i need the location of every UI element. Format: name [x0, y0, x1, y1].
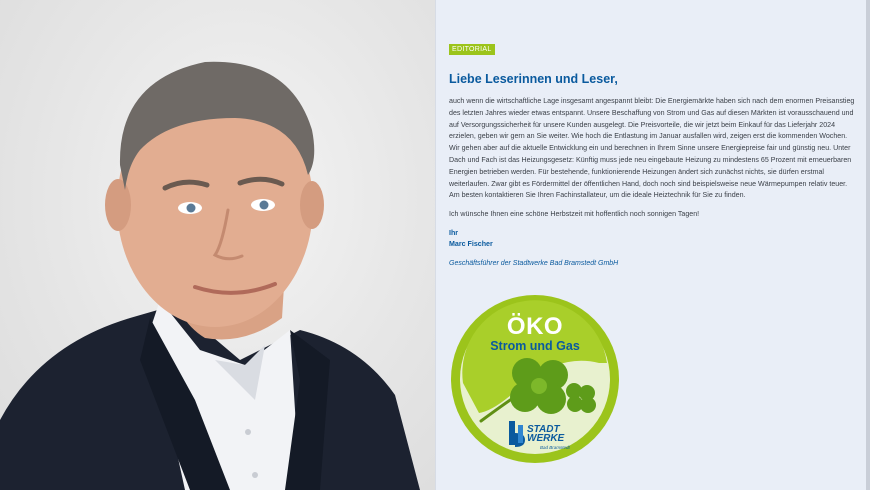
closing-line: Ich wünsche Ihnen eine schöne Herbstzeit mit hoffentlich noch sonnigen Tagen!	[449, 210, 700, 219]
badge-brand-line2: WERKE	[527, 433, 565, 444]
signature-salutation: Ihr	[449, 229, 459, 238]
clover-icon	[510, 358, 568, 414]
badge-brand-line1: STADT	[527, 424, 560, 435]
small-clover-icon	[566, 383, 596, 413]
badge-title: ÖKO	[506, 313, 564, 340]
signature-name: Marc Fischer	[449, 240, 493, 249]
oko-badge	[449, 293, 621, 465]
page-edge	[866, 0, 870, 490]
signature-role: Geschäftsführer der Stadtwerke Bad Bramstedt GmbH	[449, 260, 619, 268]
section-tag: EDITORIAL	[449, 44, 495, 55]
badge-brand	[527, 425, 564, 443]
badge-subtitle: Strom und Gas	[490, 339, 580, 353]
badge-city: Bad Bramstedt	[540, 445, 570, 450]
headline: Liebe Leserinnen und Leser,	[449, 72, 618, 86]
editorial-body: auch wenn die wirtschaftliche Lage insgesamt angespannt bleibt: Die Energiemärkte haben sich nach dem enormen Preisanstieg des letzten Jahres wieder etwas entspannt. Unsere Beschaffung von Strom und Gas auf diesen Märkten ist vorausschauend und auf Versorgungssicherheit für unsere Kunden ausgelegt. Die Preisvorteile, die wir jetzt beim Einkauf für das Lieferjahr 2024 erzielen, geben wir gern an Sie weiter. Wie hoch die Entlastung im Januar ausfallen wird, zeigen erst die kommenden Wochen. Wir gehen aber auf die aktuelle Entwicklung ein und berechnen in Ihrem Sinne unsere Energiepreise fair und günstig neu. Unter Dach und Fach ist das Heizungsgesetz: Künftig muss jede neu eingebaute Heizung zu mindestens 65 Prozent mit erneuerbaren Energien betrieben werden. Für bestehende, funktionierende Heizungen ändert sich zunächst nichts, sie dürfen erstmal weiterlaufen. Zwar gibt es Fördermittel der öffentlichen Hand, doch noch sind beispielsweise neue Wärmepumpen relativ teuer. Am besten kontaktieren Sie Ihren Fachinstallateur, um die ideale Heiztechnik für Sie zu finden.	[449, 97, 855, 200]
